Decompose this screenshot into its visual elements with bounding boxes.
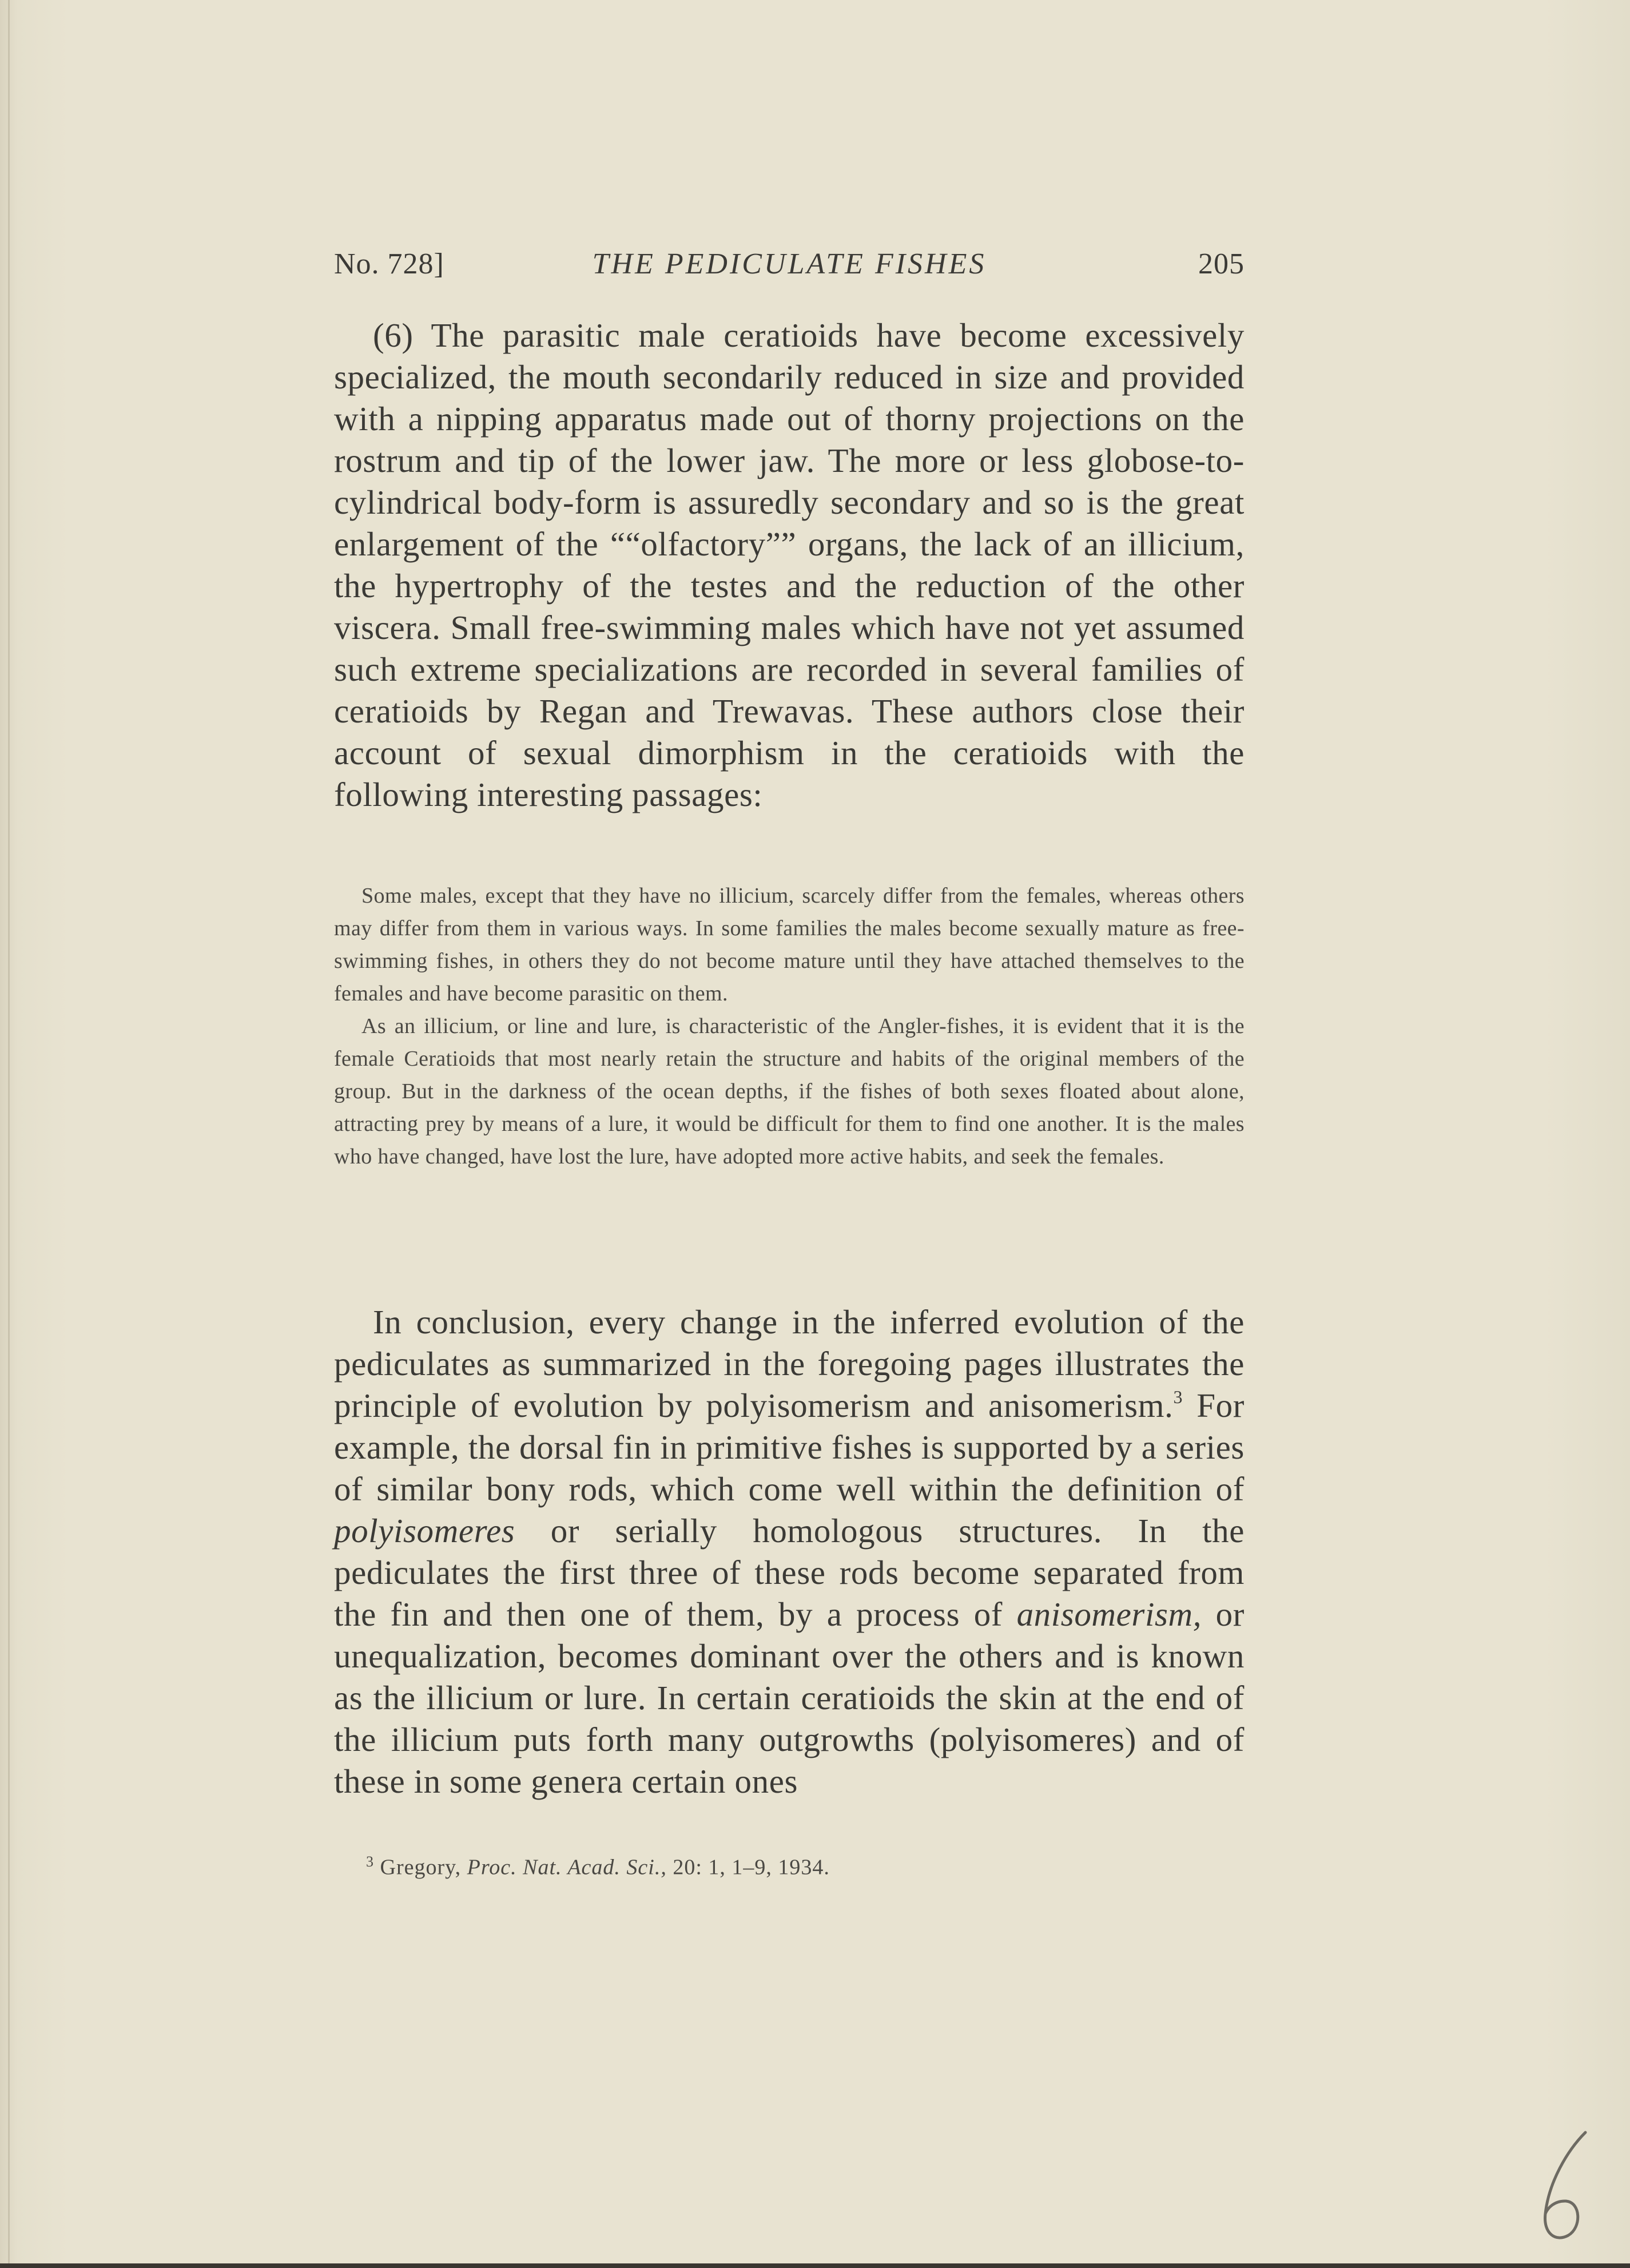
quote-paragraph-2: As an illicium, or line and lure, is characteristic of the Angler-fishes, it is evident that it is the female Ceratioids that most nearly retain the structure and habits of the original members of the group. But in the darkness of the ocean depths, if the fishes of both sexes floated about alone, attracting prey by means of a lure, it would be difficult for them to find one another. It is the males who have changed, have lost the lure, have adopted more active habits, and seek the females. xyxy=(334,1014,1245,1169)
quote-paragraph-1: Some males, except that they have no illicium, scarcely differ from the females, whereas others may differ from them in various ways. In some families the males become sexually mature as free-swimming fishes, in others they do not become mature until they have attached themselves to the females and have become parasitic on them. xyxy=(334,884,1245,1006)
page-bottom-edge xyxy=(0,2263,1630,2268)
text-run: For example, the dorsal fin in primitive fishes is supported by a series of similar bony rods, which come well within the definition of xyxy=(334,1387,1245,1508)
italic-term: polyisomeres xyxy=(334,1512,515,1550)
running-header xyxy=(334,247,1245,287)
body-paragraph-1 xyxy=(334,315,1245,816)
block-quotation xyxy=(334,880,1245,1173)
text-run: In conclusion, every change in the inferred evolution of the pediculates as summarized in the foregoing pages illustrates the principle of evolution by polyisomerism and anisomerism. xyxy=(334,1303,1245,1424)
footnote-citation: 20: 1, 1–9, 1934. xyxy=(673,1855,830,1880)
paragraph-text: (6) The parasitic male ceratioids have become excessively specialized, the mouth secondarily reduced in size and provided with a nipping apparatus made out of thorny projections on the rostrum and tip of the lower jaw. The more or less globose-to-cylindrical body-form is assuredly secondary and so is the great enlargement of the ““olfactory”” organs, the lack of an illicium, the hypertrophy of the testes and the reduction of the other viscera. Small free-swimming males which have not yet assumed such extreme specializations are recorded in several families of ceratioids by Regan and Trewavas. These authors close their account of sexual dimorphism in the ceratioids with the following interesting passages: xyxy=(334,316,1245,813)
footnote-reference: 3 xyxy=(1173,1387,1183,1407)
running-title: THE PEDICULATE FISHES xyxy=(592,248,987,280)
body-paragraph-2 xyxy=(334,1301,1245,1802)
paragraph-text xyxy=(334,1301,1245,1802)
footnote-journal: Proc. Nat. Acad. Sci., xyxy=(467,1855,667,1880)
italic-term: anisomerism, xyxy=(1016,1595,1202,1633)
footnote-number: 3 xyxy=(366,1853,374,1870)
page-number: 205 xyxy=(1198,248,1245,280)
text-run: or serially homologous structures. In the pediculates the first three of these rods become separated from the fin and then one of them, by a process of xyxy=(334,1512,1245,1633)
handwritten-page-mark xyxy=(1533,2128,1596,2248)
issue-number: No. 728] xyxy=(334,248,444,280)
text-run: or unequalization, becomes dominant over the others and is known as the illicium or lure. In certain ceratioids the skin at the end of the illicium puts forth many outgrowths (polyisomeres) and of these in some genera certain ones xyxy=(334,1595,1245,1800)
footnote-author: Gregory, xyxy=(380,1855,462,1880)
footnote xyxy=(366,1853,830,1880)
binding-edge xyxy=(8,0,10,2268)
